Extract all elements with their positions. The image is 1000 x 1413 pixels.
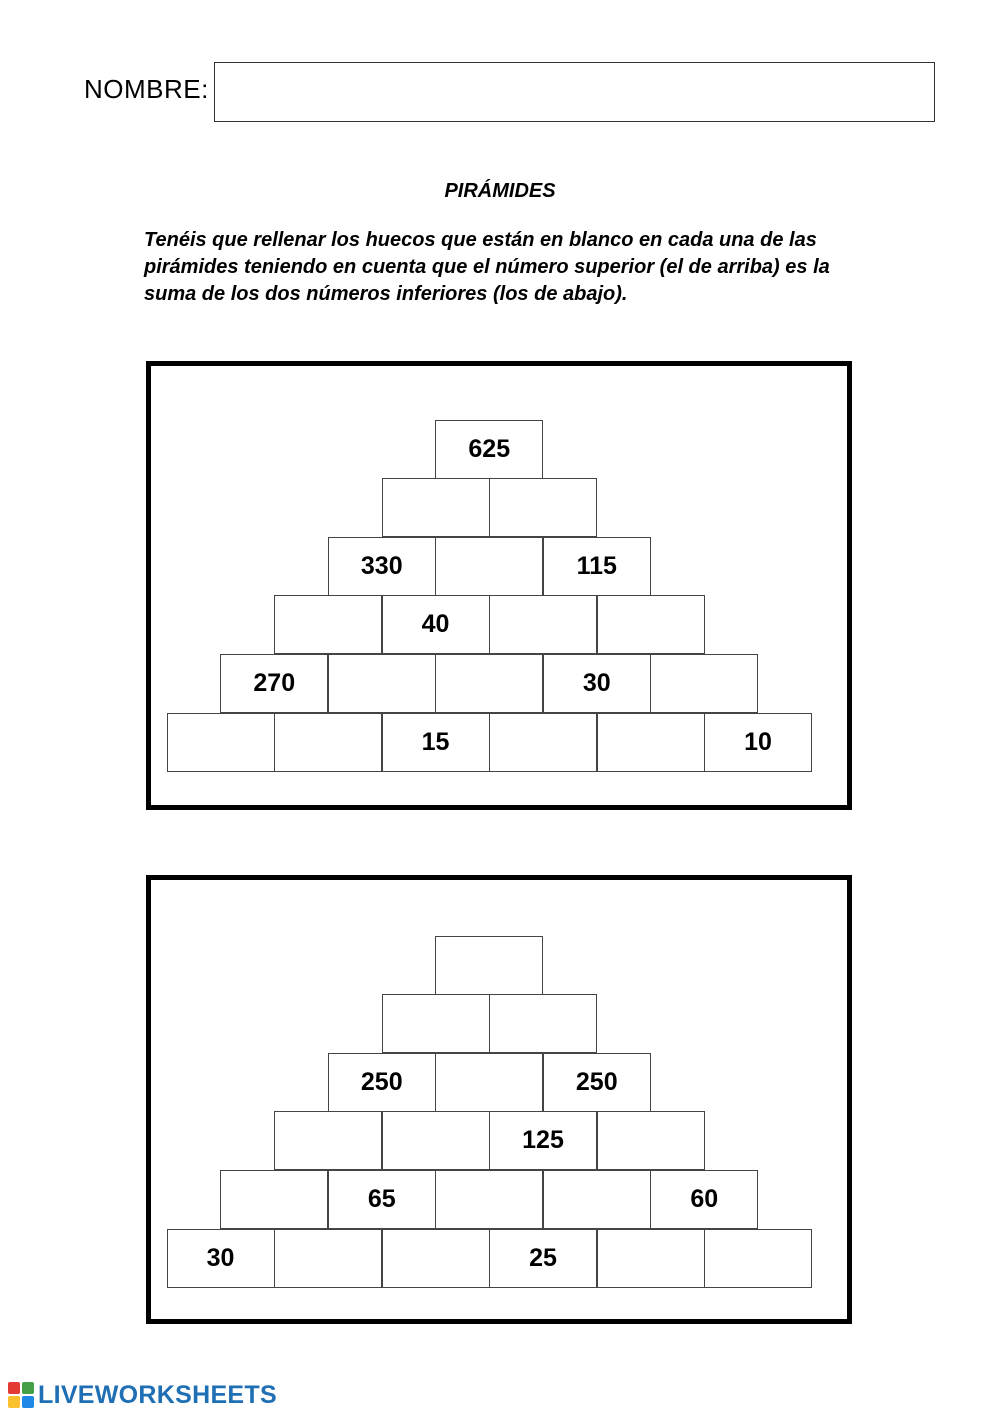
pyramid-cell-blank[interactable]	[220, 1170, 328, 1229]
pyramid-cell-blank[interactable]	[274, 595, 382, 654]
pyramid-cell-blank[interactable]	[274, 1111, 382, 1170]
pyramid-cell-blank[interactable]	[382, 1229, 490, 1288]
pyramid-cell-given	[543, 537, 651, 596]
pyramid-cell-blank[interactable]	[435, 1170, 543, 1229]
pyramid-cell-given	[220, 654, 328, 713]
pyramid-cell-blank[interactable]	[489, 595, 597, 654]
pyramid-cell-blank[interactable]	[704, 1229, 812, 1288]
pyramid-cell-blank[interactable]	[382, 994, 490, 1053]
pyramid-cell-blank[interactable]	[650, 654, 758, 713]
name-label: NOMBRE:	[84, 74, 209, 104]
pyramid-cell-blank[interactable]	[597, 595, 705, 654]
pyramid-cell-blank[interactable]	[274, 713, 382, 772]
pyramid-cell-given	[382, 595, 490, 654]
pyramid-cell-given	[543, 654, 651, 713]
pyramid-cell-blank[interactable]	[597, 1111, 705, 1170]
brand-name: LIVEWORKSHEETS	[38, 1380, 277, 1409]
pyramid-cell-blank[interactable]	[489, 713, 597, 772]
pyramid-cell-given	[328, 1053, 436, 1112]
pyramid-cell-blank[interactable]	[597, 1229, 705, 1288]
pyramid-cell-blank[interactable]	[435, 936, 543, 995]
pyramid-cell-blank[interactable]	[382, 478, 490, 537]
pyramid-cell-given	[543, 1053, 651, 1112]
liveworksheets-logo-icon	[8, 1382, 34, 1408]
pyramid-cell-blank[interactable]	[489, 994, 597, 1053]
instructions-text: Tenéis que rellenar los huecos que están en blanco en cada una de las pirámides teniendo en cuenta que el número superior (el de arriba) es la suma de los dos números inferiores (los de abajo).	[144, 229, 830, 305]
pyramid-cell-blank[interactable]	[274, 1229, 382, 1288]
pyramid-cell-blank[interactable]	[167, 713, 275, 772]
pyramid-cell-blank[interactable]	[382, 1111, 490, 1170]
pyramid-cell-blank[interactable]	[543, 1170, 651, 1229]
pyramid-cell-given	[167, 1229, 275, 1288]
pyramid-cell-given	[650, 1170, 758, 1229]
footer-logo	[8, 1380, 277, 1410]
pyramid-cell-given	[328, 537, 436, 596]
pyramid-cell-given	[328, 1170, 436, 1229]
pyramid-cell-blank[interactable]	[435, 537, 543, 596]
pyramid-cell-given	[489, 1229, 597, 1288]
pyramid-cell-given	[382, 713, 490, 772]
pyramid-cell-blank[interactable]	[597, 713, 705, 772]
pyramid-cell-given	[704, 713, 812, 772]
pyramid-cell-given	[489, 1111, 597, 1170]
pyramid-cell-blank[interactable]	[489, 478, 597, 537]
pyramid-cell-blank[interactable]	[435, 1053, 543, 1112]
pyramid-cell-blank[interactable]	[435, 654, 543, 713]
name-input[interactable]	[214, 62, 935, 122]
pyramid-cell-given	[435, 420, 543, 479]
page-title: PIRÁMIDES	[444, 180, 556, 202]
pyramid-cell-blank[interactable]	[328, 654, 436, 713]
